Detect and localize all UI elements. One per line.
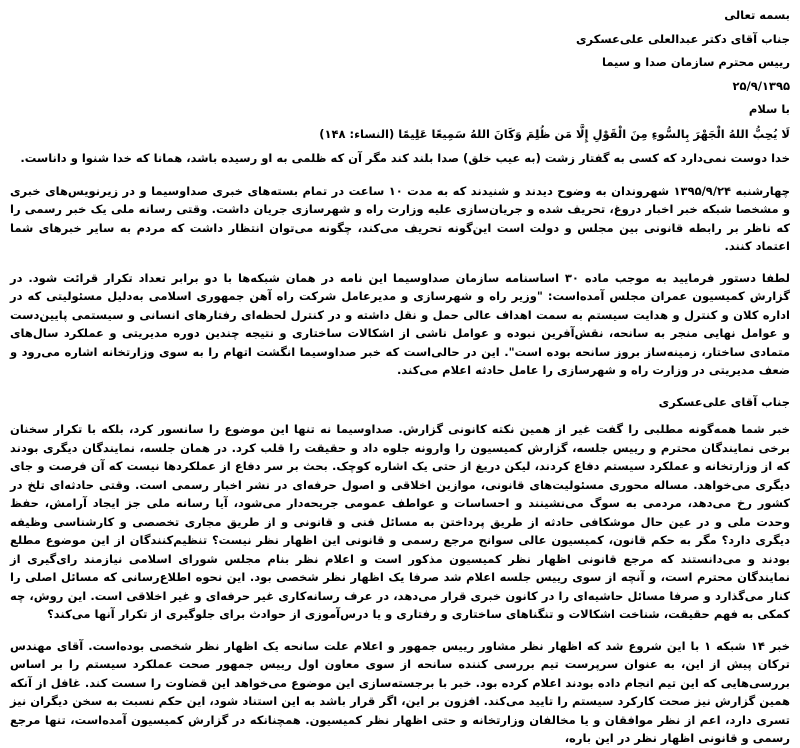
verse-translation: خدا دوست نمی‌دارد که کسی به گفتار زشت (به عیب خلق) صدا بلند کند مگر آن که ظلمی به او رسیده باشد، همانا که خدا شنوا و داناست. <box>20 150 790 165</box>
basmala-line: بسمه تعالی <box>724 8 790 22</box>
opening-paragraph: چهارشنبه ۱۳۹۵/۹/۲۴ شهروندان به وضوح دیدند و شنیدند که به مدت ۱۰ ساعت در تمام بسته‌های خبری صداوسیما و در زیرنویس‌های خبری و مشخصا شبکه خبر اخبار دروغ، تحریف شده و جریان‌سازی علیه وزارت راه و شهرسازی جریان داشت. وقتی رسانه ملی یک خبر رسمی را که ناظر بر رابطه قانونی بین مجلس و دولت است این‌گونه تحریف می‌کند، چگونه می‌توان انتظار داشت که مردم به سایر خبرهای شما اعتماد کنند. <box>10 183 790 253</box>
closing-paragraph: خبر ۱۴ شبکه ۱ با این شروع شد که اظهار نظر مشاور رییس جمهور و اعلام علت سانحه یک اظهار نظر شخصی بوده‌است. آقای مهندس ترکان پیش از این، به عنوان سرپرست تیم بررسی کننده سانحه از سوی معاون اول رییس جمهور صحت عملکرد سیستم را بر اساس بررسی‌هایی که این تیم انجام داده بودند اعلام کرده بود. خبر با برجسته‌سازی این موضوع می‌خواهد این قضاوت را سست کند. غافل از آنکه همین گزارش نیز صحت کارکرد سیستم را تایید می‌کند. افزون بر این، اگر قرار باشد به این استناد شود، این حکم نسبت به سخن دیگران نیز تسری دارد، اعم از نظر موافقان و یا مخالفان وزارتخانه و حتی اظهار نظر کمیسیون. همچنانکه در گزارش کمیسیون آمده‌است، تنها مرجع رسمی و قانونی اظهار نظر در این باره، <box>10 638 790 745</box>
date-line: ۲۵/۹/۱۳۹۵ <box>732 78 790 93</box>
addressee-subheading: جناب آقای علی‌عسکری <box>658 394 790 409</box>
salutation-line: با سلام <box>748 102 790 116</box>
quran-verse: لَا يُحِبُّ اللهُ الْجَهْرَ بِالسُّوءِ مِنَ الْقَوْلِ إِلَّا مَن ظُلِمَ وَكَانَ اللهُ سَمِيعًا عَلِيمًا (النساء: ۱۴۸) <box>319 126 790 141</box>
critique-paragraph: خبر شما همه‌گونه مطلبی را گفت غیر از همین نکته کانونی گزارش. صداوسیما نه تنها این موضوع را سانسور کرد، بلکه با تکرار سخنان برخی نمایندگان محترم و رییس جلسه، گزارش کمیسیون را وارونه جلوه داد و حقیقت را قلب کرد. در همان جلسه، نمایندگان دیگری بودند که از وزارتخانه و عملکرد سیستم دفاع کردند، لیکن دریغ از حتی یک اشاره کوچک. بحث بر سر دفاع از عملکردها نیست که آن فرصت و جای دیگری می‌خواهد. مساله محوری مسئولیت‌های قانونی، موازین اخلاقی و اصول حرفه‌ای در نشر اخبار رسمی است. وقتی حادثه‌ای تلخ در کشور رخ می‌دهد، مردمی به سوگ می‌نشینند و احساسات و عواطف عمومی جریحه‌دار می‌شود، آیا رسانه ملی جز ایجاد آرامش، حفظ وحدت ملی و در عین حال موشکافی حادثه از طریق پرداختن به مسائل فنی و قانونی و از طریق مجاری تخصصی و کارشناسی وظیفه دیگری دارد؟ مگر به حکم قانون، کمیسیون عالی سوانح مرجع رسمی و قانونی این اظهار نظر نیست؟ تنظیم‌کنندگان از این موضوع مطلع بودند و می‌دانستند که مرجع قانونی اظهار نظر کمیسیون مذکور است و اعلام نظر بنام مجلس شورای اسلامی نیازمند رای‌گیری از نمایندگان محترم است، و آنچه از سوی رییس جلسه اعلام شد صرفا یک اظهار نظر شخصی بود. این نحوه اطلاع‌رسانی که مسائل اصلی را کنار می‌گذارد و صرفا مسائل حاشیه‌ای را در کانون خبری قرار می‌دهد، در عرف رسانه‌کاری غیر حرفه‌ای و غیر اخلاقی است. این روش، چه کمکی به فهم حقیقت، شناخت اشکالات و تنگناهای ساختاری و رفتاری و یا درس‌آموزی از حوادث برای جلوگیری از تکرار آنها می‌کند؟ <box>10 422 790 621</box>
recipient-name-line: جناب آقای دکتر عبدالعلی علی‌عسکری <box>575 31 790 46</box>
recipient-title-line: رییس محترم سازمان صدا و سیما <box>602 55 790 69</box>
request-and-report-paragraph: لطفا دستور فرمایید به موجب ماده ۳۰ اساسنامه سازمان صداوسیما این نامه در همان شبکه‌ها با دو برابر تعداد تکرار قرائت شود. در گزارش کمیسیون عمران مجلس آمده‌است: "وزیر راه و شهرسازی و مدیرعامل شرکت راه آهن جمهوری اسلامی به‌دلیل مسئولیتی که در اداره کلان و کنترل و هدایت سیستم به سمت اهداف عالی حمل و نقل داشته و در کنترل لحظه‌ای رفتارهای انسانی و سیستمی پایین‌دست و عوامل نهایی منجر به سانحه، نقش‌آفرین نبوده و عوامل ناشی از اشکالات ساختاری و نتیجه چندین دوره مدیریتی و عملکرد سال‌های متمادی ساختار، زمینه‌ساز بروز سانحه بوده است". این در حالی‌است که خبر صداوسیما انگشت اتهام را به سوی وزارتخانه اشاره می‌رود و ضعف مدیریتی در وزارت راه و شهرسازی را عامل حادثه اعلام می‌کند. <box>10 270 790 377</box>
